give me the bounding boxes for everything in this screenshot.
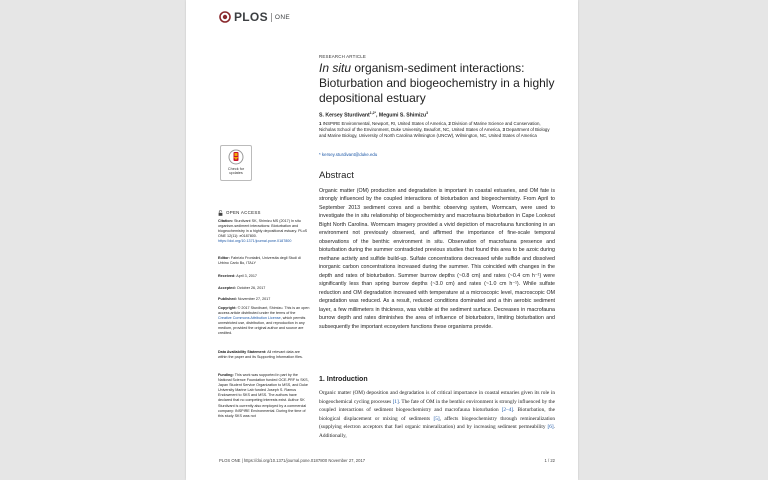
author-1-corresponding: *	[374, 111, 376, 115]
published-label: Published:	[218, 297, 237, 301]
intro-text-5: . Additionally,	[319, 424, 555, 439]
plos-logo-icon	[219, 11, 231, 23]
affil-2: Division of Marine Science and Conservation, Nicholas School of the Environment, Duke University, Beaufort, NC, United States of America,	[319, 121, 541, 133]
affil-3: Department of Biology and Marine Biology, University of North Carolina Wilmington (UNCW), Wilmington, NC, United States of America	[319, 127, 550, 139]
data-availability-block	[218, 350, 310, 360]
introduction-text	[319, 389, 555, 440]
data-availability-label: Data Availability Statement:	[218, 350, 267, 354]
logo-divider	[271, 13, 272, 22]
citation-text: Sturdivant SK, Shimizu MS (2017) In situ organism-sediment interactions: Bioturbation and biogeochemistry in a highly depositional estuary. PLoS ONE 12(11): e0187800.	[218, 219, 308, 239]
citation-label: Citation:	[218, 219, 233, 223]
editor-block	[218, 256, 310, 266]
author-separator: ,	[376, 112, 379, 119]
data-availability-text: All relevant data are within the paper and its Supporting Information files.	[218, 350, 303, 360]
received-date	[218, 274, 310, 279]
open-access-text: OPEN ACCESS	[226, 210, 261, 216]
intro-text-1: Organic matter (OM) deposition and degradation is of critical importance in coastal estuaries given its role in biogeochemical cycling processes	[319, 390, 555, 405]
funding-label: Funding:	[218, 373, 234, 377]
funding-text: This work was supported in part by the National Science Foundation funded OCE-PRF to SKS, Japan Student Service Organization to MSS, and Duke University Marine Lab funded Joseph S. Ramus Endowment to SKS and MSS. The authors have declared that no competing interests exist. Author SK Sturdivant is currently also employed by a commercial company: INSPIRE Environmental. During the time of this study SKS was not	[218, 373, 309, 418]
author-2-affil: 3	[426, 111, 429, 115]
ref-link-1[interactable]: [1]	[392, 398, 399, 405]
ref-link-4[interactable]: [6]	[547, 424, 554, 430]
logo-journal: ONE	[274, 13, 291, 21]
open-access-label	[218, 210, 310, 216]
abstract-heading: Abstract	[319, 170, 354, 181]
page-footer	[219, 458, 555, 463]
introduction-heading: 1. Introduction	[319, 376, 368, 383]
citation-block	[218, 219, 310, 244]
lock-icon	[218, 210, 223, 216]
ref-link-3[interactable]: [5]	[433, 415, 440, 422]
affil-num-1: 1	[319, 121, 322, 126]
intro-text-2: . The fate of OM in the benthic environment is strongly influenced by the coupled interactions of sediment biogeochemistry and macrofauna bioturbation	[319, 398, 555, 413]
license-link[interactable]: Creative Commons Attribution License	[218, 316, 281, 321]
received-value: April 3, 2017	[235, 274, 257, 278]
accepted-date	[218, 286, 310, 291]
affiliations	[319, 121, 555, 140]
check-updates-label: Check for updates	[227, 167, 245, 176]
copyright-text-2: , which permits unrestricted use, distribution, and reproduction in any medium, provided the original author and source are credited.	[218, 316, 306, 336]
intro-text-3: . Bioturbation, the biological displacement or mixing of sediments	[319, 407, 556, 422]
intro-text-4: , affects biogeochemistry through remineralization (supplying electron acceptors that fuel organic mineralization) and by increasing sediment permeability	[319, 415, 555, 430]
check-for-updates-badge[interactable]	[220, 145, 252, 181]
copyright-text-1: © 2017 Sturdivant, Shimizu. This is an open access article distributed under the terms of the	[218, 306, 310, 316]
accepted-label: Accepted:	[218, 286, 236, 290]
copyright-label: Copyright:	[218, 306, 237, 310]
author-1[interactable]: S. Kersey Sturdivant	[319, 112, 370, 119]
article-title	[319, 61, 555, 106]
title-rest: organism-sediment interactions: Bioturbation and biogeochemistry in a highly depositional estuary	[319, 61, 555, 105]
accepted-value: October 26, 2017	[235, 286, 266, 290]
editor-text: Fabrizio Frontalini, Universita degli Studi di Urbino Carlo Bo, ITALY	[218, 256, 301, 266]
ref-link-2[interactable]: [2–4]	[501, 407, 514, 413]
funding-block	[218, 373, 310, 419]
abstract-text: Organic matter (OM) production and degradation is important in coastal estuaries, and OM fate is strongly influenced by the coupled interactions of bioturbation and biogeochemistry. From April to September 2013 sediment cores and a benthic observing system, Wormcam, were used to investigate the in situ relationship of biogeochemistry and macrofauna bioturbation in Cape Lookout Bight North Carolina. Wormcam imagery provided a vivid depiction of macrofauna functioning in an environment not previously observed, and affirmed the importance of fine-scale temporal observations of the benthic environment in situ. Observation of macrofauna presence and bioturbation during the summer contradicted previous studies that found this area to be azoic during methane activity and sulfide build-up. Sulfate concentrations decreased while sulfide and dissolved inorganic carbon concentrations increased during the summer. This coincided with changes in the depth and rates of bioturbation. Summer burrow depths (~0.8 cm) and rates (~0.4 cm h⁻¹) were significantly less than spring burrow depths (~3.0 cm) and rates (~1.0 cm h⁻¹). While sulfate reduction and OM degradation increased with temperature at a microscopic level, macroscopic OM degradation was reduced. As a result, reduced conditions dominated and a thin aerobic sediment layer, a few millimeters in thickness, was visible at the sediment surface. Decreases in macrofauna burrow depth and rates diminishes the area of influence of bioturbators, limiting bioturbation and subsequently the important ecosystem functions these organisms provide.	[319, 188, 555, 330]
editor-label: Editor:	[218, 256, 230, 260]
affil-1: INSPIRE Environmental, Newport, RI, United States of America,	[321, 121, 449, 126]
author-list	[319, 111, 555, 119]
author-1-affil: 1,2	[369, 111, 375, 115]
corresponding-email[interactable]: * kersey.sturdivant@duke.edu	[319, 152, 378, 157]
page-number: 1 / 22	[544, 458, 555, 463]
title-italic: In situ	[319, 61, 352, 75]
affil-num-2: 2	[448, 121, 451, 126]
published-date	[218, 297, 310, 302]
footer-citation: PLOS ONE | https://doi.org/10.1371/journal.pone.0187800 November 27, 2017	[219, 458, 366, 463]
pdf-page	[186, 0, 578, 480]
citation-doi-link[interactable]: https://doi.org/10.1371/journal.pone.0187800	[218, 239, 292, 244]
check-updates-icon	[228, 149, 244, 165]
logo-brand: PLOS	[234, 10, 268, 24]
copyright-block	[218, 306, 310, 337]
received-label: Received:	[218, 274, 236, 278]
affil-num-3: 3	[502, 127, 505, 133]
author-2[interactable]: Megumi S. Shimizu	[378, 112, 427, 119]
plos-logo[interactable]	[219, 10, 290, 24]
article-type: RESEARCH ARTICLE	[319, 54, 367, 59]
published-value: November 27, 2017	[236, 297, 271, 301]
